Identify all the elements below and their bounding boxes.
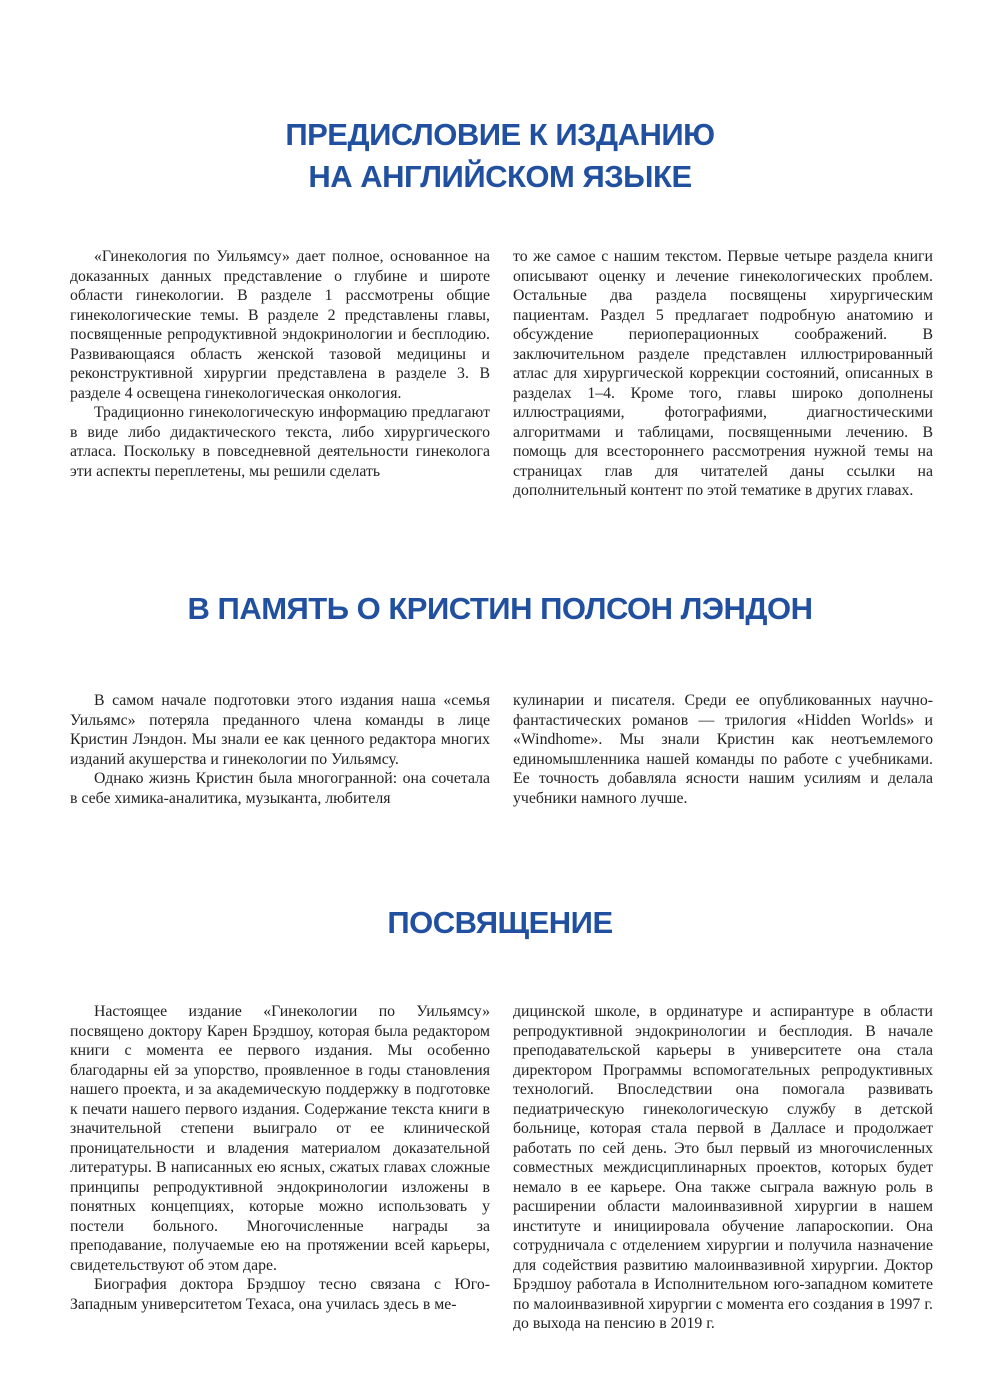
title-line: В ПАМЯТЬ О КРИСТИН ПОЛСОН ЛЭНДОН <box>187 591 813 626</box>
paragraph: Настоящее издание «Гинекологии по Уильямсу» посвящено доктору Карен Брэдшоу, которая была редактором книги с момента ее первого издания. Мы особенно благодарны ей за упорство, проявленное в годы становления нашего проекта, и за академическую поддержку в подготовке к печати нашего первого издания. Содержание текста книги в значительной степени выиграло от ее клинической проницательности и владения материалом доказательной литературы. В написанных ею ясных, сжатых главах сложные принципы репродуктивной эндокринологии изложены в понятных концепциях, которые можно использовать у постели больного. Многочисленные награды за преподавание, получаемые ею на протяжении всей карьеры, свидетельствуют об этом даре. <box>70 1003 490 1274</box>
paragraph: кулинарии и писателя. Среди ее опубликованных научно-фантастических романов — трилогия «Hidden Worlds» и «Windhome». Мы знали Кристин как неотъемлемого единомышленника нашей команды по работе с учебниками. Ее точность добавляла ясности нашим усилиям и делала учебники намного лучше. <box>513 692 933 807</box>
paragraph: Однако жизнь Кристин была многогранной: она сочетала в себе химика-аналитика, музыканта, любителя <box>70 770 490 807</box>
preface-right-column <box>513 247 933 501</box>
title-line: ПРЕДИСЛОВИЕ К ИЗДАНИЮ <box>285 117 715 152</box>
title-line: ПОСВЯЩЕНИЕ <box>387 905 613 940</box>
paragraph: то же самое с нашим текстом. Первые четыре раздела книги описывают оценку и лечение гинекологических проблем. Остальные два раздела посвящены хирургическим пациентам. Раздел 5 предлагает подробную анатомию и обсуждение периоперационных соображений. В заключительном разделе представлен иллюстрированный атлас для хирургической коррекции состояний, описанных в разделах 1–4. Кроме того, главы широко дополнены иллюстрациями, фотографиями, диагностическими алгоритмами и таблицами, посвященными лечению. В помощь для всестороннего рассмотрения нужной темы на страницах глав для читателей даны ссылки на дополнительный контент по этой тематике в других главах. <box>513 248 933 499</box>
memoriam-left-column <box>70 691 490 808</box>
paragraph: дицинской школе, в ординатуре и аспирантуре в области репродуктивной эндокринологии и бесплодия. В начале преподавательской карьеры в университете она стала директором Программы вспомогательных репродуктивных технологий. Впоследствии она помогала развивать педиатрическую гинекологическую службу в детской больнице, которая стала первой в Далласе и продолжает работать по сей день. Это был первый из многочисленных совместных междисциплинарных проектов, которых будет немало в ее карьере. Она также сыграла важную роль в расширении области малоинвазивной хирургии в нашем институте и инициировала обучение лапароскопии. Она сотрудничала с отделением хирургии и получила назначение для содействия развитию малоинвазивной хирургии. Доктор Брэдшоу работала в Исполнительном юго-западном комитете по малоинвазивной хирургии с момента его создания в 1997 г. до выхода на пенсию в 2019 г. <box>513 1003 933 1332</box>
paragraph: «Гинекология по Уильямсу» дает полное, основанное на доказанных данных представление о глубине и широте области гинекологии. В разделе 1 рассмотрены общие гинекологические темы. В разделе 2 представлены главы, посвященные репродуктивной эндокринологии и бесплодию. Развивающаяся область женской тазовой медицины и реконструктивной хирургии представлена в разделе 3. В разделе 4 освещена гинекологическая онкология. <box>70 248 490 402</box>
section-title-in-memoriam <box>60 588 940 630</box>
paragraph: Традиционно гинекологическую информацию предлагают в виде либо дидактического текста, либо хирургического атласа. Поскольку в повседневной деятельности гинеколога эти аспекты переплетены, мы решили сделать <box>70 404 490 480</box>
paragraph: Биография доктора Брэдшоу тесно связана с Юго-Западным университетом Техаса, она училась здесь в ме- <box>70 1276 490 1313</box>
paragraph: В самом начале подготовки этого издания наша «семья Уильямс» потеряла преданного члена команды в лице Кристин Лэндон. Мы знали ее как ценного редактора многих изданий акушерства и гинекологии по Уильямсу. <box>70 692 490 768</box>
preface-left-column <box>70 247 490 481</box>
section-title-dedication <box>60 902 940 944</box>
title-line: НА АНГЛИЙСКОМ ЯЗЫКЕ <box>308 159 692 194</box>
dedication-left-column <box>70 1002 490 1314</box>
section-title-preface <box>60 114 940 198</box>
dedication-right-column <box>513 1002 933 1334</box>
memoriam-right-column <box>513 691 933 808</box>
